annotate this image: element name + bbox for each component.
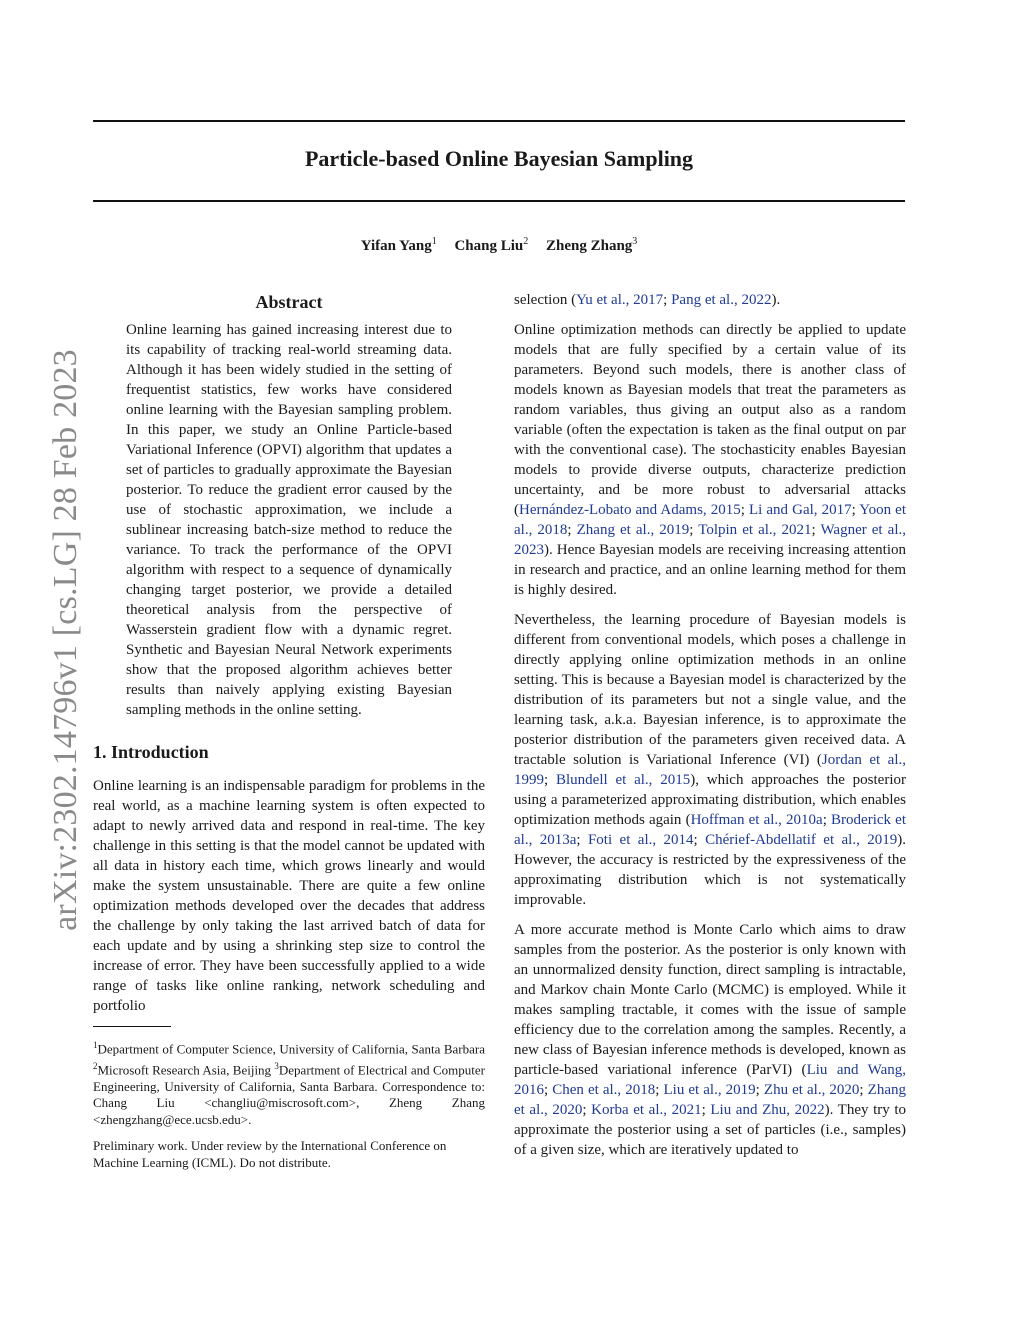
- citation-link[interactable]: Liu et al., 2019: [663, 1082, 756, 1098]
- arxiv-identifier-stamp: arXiv:2302.14796v1 [cs.LG] 28 Feb 2023: [47, 349, 84, 931]
- preliminary-notice: Preliminary work. Under review by the International Conference on Machine Learning (ICML). Do not distribute.: [93, 1138, 447, 1170]
- text-run: ;: [740, 502, 749, 518]
- citation-link[interactable]: Tolpin et al., 2021: [698, 522, 812, 538]
- body-paragraph: [514, 610, 906, 910]
- citation-link[interactable]: Zhang et al., 2019: [576, 522, 690, 538]
- text-run: ;: [576, 832, 588, 848]
- citation-link[interactable]: Zhang et al., 2020: [514, 1082, 906, 1118]
- citation-link[interactable]: Jordan et al., 1999: [514, 752, 906, 788]
- citation-link[interactable]: Li and Gal, 2017: [748, 502, 852, 518]
- footnote-mark: 3: [274, 1060, 279, 1071]
- author-affiliation-mark: 2: [523, 236, 529, 247]
- text-run: ).: [771, 292, 781, 308]
- paper-title: Particle-based Online Bayesian Sampling: [304, 146, 694, 171]
- text-run: ;: [701, 1102, 711, 1118]
- text-run: ;: [567, 522, 577, 538]
- author-name: Zheng Zhang: [546, 238, 633, 254]
- author-name: Chang Liu: [454, 238, 524, 254]
- author-affiliation-mark: 3: [632, 236, 638, 247]
- citation-link[interactable]: Chérief-Abdellatif et al., 2019: [705, 832, 898, 848]
- body-paragraph: [514, 290, 906, 310]
- citation-link[interactable]: Foti et al., 2014: [587, 832, 694, 848]
- text-run: ;: [851, 502, 860, 518]
- text-run: ;: [544, 772, 556, 788]
- text-run: Online optimization methods can directly be applied to update models that are fully specified by a certain value of its parameters. Beyond such models, there is another class of models known as Bayesian models that treat the parameters as random variables, thus giving an output also as a random variable (often the expectation is taken as the final output on par with the conventional case). The stochasticity enables Bayesian models to provide diverse outputs, characterize prediction uncertainty, and be more robust to adversarial attacks (: [514, 322, 906, 518]
- citation-link[interactable]: Yoon et al., 2018: [514, 502, 907, 538]
- author-affiliation-mark: 1: [431, 236, 437, 247]
- text-run: ). However, the accuracy is restricted by the expressiveness of the approximating distribution which is not systematically improvable.: [514, 832, 906, 908]
- text-run: ;: [663, 292, 672, 308]
- citation-link[interactable]: Zhu et al., 2020: [763, 1082, 860, 1098]
- citation-link[interactable]: Hernández-Lobato and Adams, 2015: [519, 502, 741, 518]
- author-list: [93, 236, 905, 255]
- affiliation-footnote: [93, 1037, 485, 1128]
- footnote-text: Department of Electrical and Computer Engineering, University of California, Santa Barbara. Correspondence to: Chang Liu <changliu@miscrosoft.com>, Zheng Zhang <zhengzhang@ece.ucsb.edu>.: [93, 1062, 485, 1127]
- footnote-mark: 2: [93, 1060, 98, 1071]
- citation-link[interactable]: Pang et al., 2022: [671, 292, 772, 308]
- section-heading-introduction: 1. Introduction: [93, 742, 209, 762]
- footnote-rule: [93, 1026, 171, 1027]
- text-run: A more accurate method is Monte Carlo which aims to draw samples from the posterior. As the posterior is only known with an unnormalized density function, direct sampling is intractable, and Markov chain Monte Carlo (MCMC) is employed. While it makes sampling tractable, it comes with the issue of sample efficiency due to the correlation among the samples. Recently, a new class of Bayesian inference methods is developed, known as particle-based variational inference (ParVI) (: [514, 922, 906, 1078]
- citation-link[interactable]: Korba et al., 2021: [591, 1102, 702, 1118]
- text-run: ;: [822, 812, 832, 828]
- text-run: ). Hence Bayesian models are receiving increasing attention in research and practice, and an online learning method for them is highly desired.: [514, 542, 906, 598]
- footnote-text: Microsoft Research Asia, Beijing: [97, 1062, 275, 1078]
- title-bottom-rule: [93, 200, 905, 202]
- citation-link[interactable]: Liu and Wang, 2016: [514, 1062, 906, 1098]
- author-name: Yifan Yang: [360, 238, 432, 254]
- text-run: selection (: [514, 292, 577, 308]
- abstract-text: Online learning has gained increasing interest due to its capability of tracking real-world streaming data. Although it has been widely studied in the setting of frequentist statistics, few works have considered online learning with the Bayesian sampling problem. In this paper, we study an Online Particle-based Variational Inference (OPVI) algorithm that updates a set of particles to gradually approximate the Bayesian posterior. To reduce the gradient error caused by the use of stochastic approximation, we include a sublinear increasing batch-size method to reduce the variance. To track the performance of the OPVI algorithm with respect to a sequence of dynamically changing target posterior, we provide a detailed theoretical analysis from the perspective of Wasserstein gradient flow with a dynamic regret. Synthetic and Bayesian Neural Network experiments show that the proposed algorithm achieves better results than naively applying existing Bayesian sampling methods in the online setting.: [126, 322, 452, 718]
- text-run: ;: [689, 522, 699, 538]
- text-run: ;: [693, 832, 706, 848]
- abstract-heading: Abstract: [255, 292, 323, 312]
- citation-link[interactable]: Liu and Zhu, 2022: [710, 1102, 825, 1118]
- text-run: ;: [811, 522, 821, 538]
- text-run: ;: [655, 1082, 664, 1098]
- citation-link[interactable]: Blundell et al., 2015: [555, 772, 691, 788]
- text-run: ), which approaches the posterior using a parameterized approximating distribution, which enables optimization methods again (: [514, 772, 906, 828]
- text-run: ;: [544, 1082, 553, 1098]
- title-top-rule: [93, 120, 905, 122]
- text-run: Nevertheless, the learning procedure of Bayesian models is different from conventional models, which poses a challenge in directly applying online optimization methods in an online setting. This is because a Bayesian model is characterized by the distribution of its parameters but not a single value, and the learning task, a.k.a. Bayesian inference, is to approximate the posterior distribution of the parameters given received data. A tractable solution is Variational Inference (VI) (: [514, 612, 906, 768]
- text-run: ;: [859, 1082, 868, 1098]
- text-run: ;: [755, 1082, 764, 1098]
- body-paragraph: [514, 920, 906, 1160]
- left-column: [93, 290, 485, 1181]
- citation-link[interactable]: Yu et al., 2017: [576, 292, 664, 308]
- citation-link[interactable]: Chen et al., 2018: [552, 1082, 656, 1098]
- text-run: ;: [582, 1102, 592, 1118]
- footnote-mark: 1: [93, 1040, 98, 1050]
- body-paragraph: [514, 320, 906, 600]
- right-column: [514, 290, 906, 1170]
- text-run: ). They try to approximate the posterior using a set of particles (i.e., samples) of a given size, which are iteratively updated to: [514, 1102, 907, 1158]
- footnote-text: Department of Computer Science, University of California, Santa Barbara: [97, 1041, 485, 1057]
- citation-link[interactable]: Wagner et al., 2023: [514, 522, 906, 558]
- citation-link[interactable]: Hoffman et al., 2010a: [690, 812, 823, 828]
- citation-link[interactable]: Broderick et al., 2013a: [514, 812, 906, 848]
- intro-paragraph: Online learning is an indispensable paradigm for problems in the real world, as a machine learning system is often expected to adapt to newly arrived data and respond in real-time. The key challenge in this setting is that the model cannot be updated with all data in history each time, which grows linearly and would make the system unsustainable. There are quite a few online optimization methods developed over the decades that address the challenge by only taking the last arrived batch of data for each update and by using a shrinking step size to control the increase of error. They have been successfully applied to a wide range of tasks like online ranking, network scheduling and portfolio: [93, 778, 485, 1014]
